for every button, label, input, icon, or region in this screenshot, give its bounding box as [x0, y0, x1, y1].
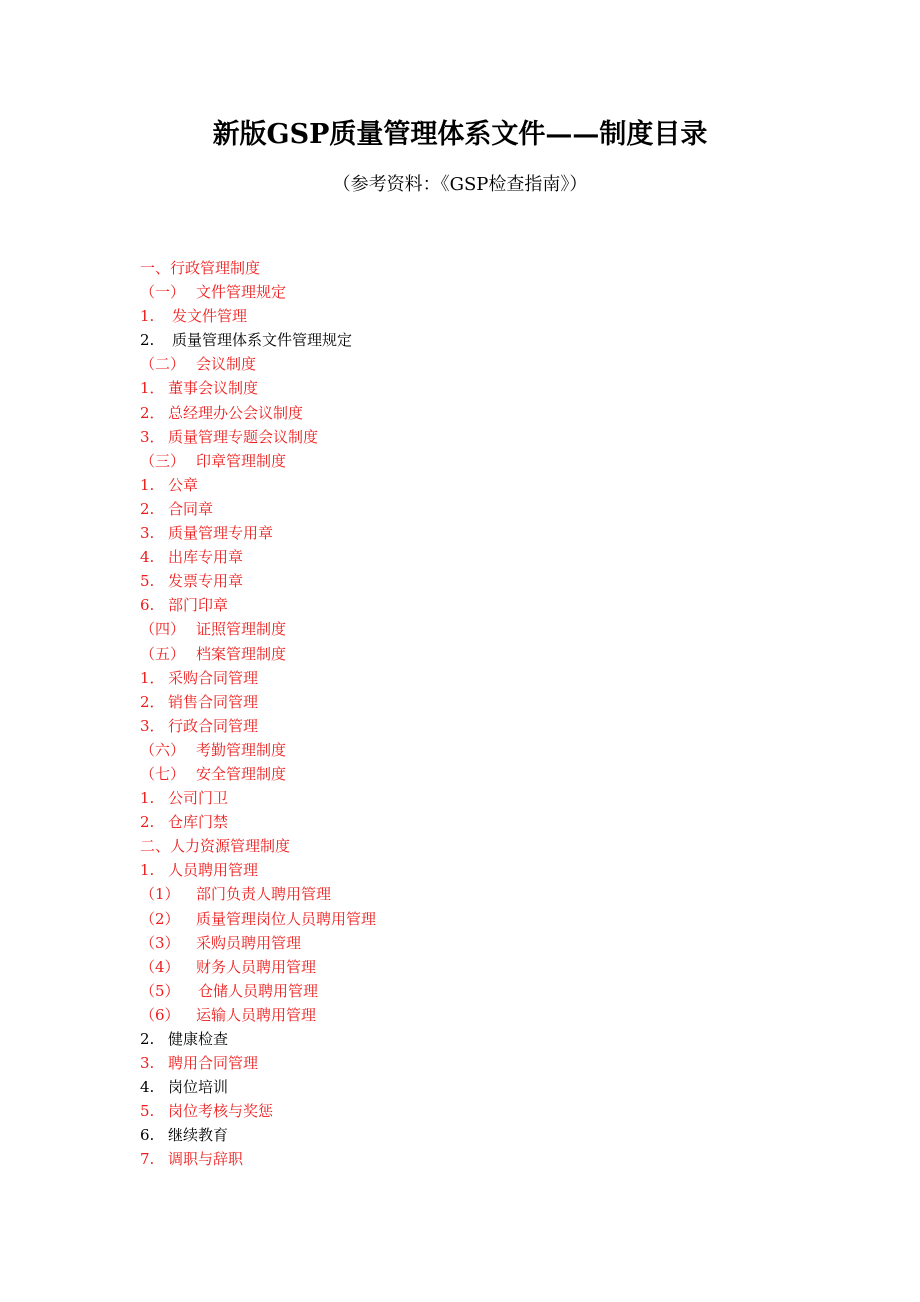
toc-entry-text: 财务人员聘用管理: [196, 957, 317, 976]
toc-entry-text: 继续教育: [168, 1126, 229, 1145]
toc-entry-text: 仓库门禁: [168, 813, 229, 832]
toc-section-heading: [140, 834, 840, 858]
toc-entry: [140, 810, 840, 834]
toc-entry: [140, 1075, 840, 1099]
toc-entry: [140, 1003, 840, 1027]
toc-entry-number: （6）: [140, 1005, 180, 1024]
toc-entry-number: 5.: [140, 1102, 155, 1121]
toc-entry-number: （三）: [140, 451, 186, 470]
toc-entry-text: 健康检查: [168, 1030, 229, 1048]
toc-entry-text: 采购合同管理: [168, 668, 259, 687]
toc-entry-text: 总经理办公会议制度: [168, 403, 304, 422]
toc-entry-number: （2）: [140, 909, 180, 928]
toc-entry: [140, 521, 840, 545]
toc-entry-text: 二、人力资源管理制度: [140, 837, 291, 856]
toc-entry-number: 5.: [140, 572, 155, 591]
toc-entry-text: 岗位培训: [168, 1078, 229, 1097]
toc-entry-text: 人员聘用管理: [168, 861, 259, 880]
toc-entry-text: 一、行政管理制度: [140, 259, 261, 277]
toc-entry: [140, 1099, 840, 1123]
toc-entry: [140, 666, 840, 690]
toc-entry-number: 6.: [140, 596, 155, 615]
toc-entry: [140, 1027, 840, 1051]
toc-entry: [140, 690, 840, 714]
toc-entry-number: 3.: [140, 524, 155, 543]
toc-entry: [140, 352, 840, 376]
toc-entry: [140, 545, 840, 569]
toc-entry-number: （一）: [140, 283, 186, 302]
toc-entry-text: 岗位考核与奖惩: [168, 1102, 274, 1121]
toc-entry-number: 2.: [140, 1030, 155, 1048]
toc-entry-text: 出库专用章: [168, 548, 244, 567]
toc-entry-number: 2．: [140, 692, 165, 711]
toc-entry: [140, 1147, 840, 1171]
toc-entry: [140, 931, 840, 955]
toc-entry-number: （1）: [140, 885, 180, 904]
toc-entry: [140, 593, 840, 617]
toc-entry: [140, 955, 840, 979]
toc-entry: [140, 497, 840, 521]
toc-entry-text: 安全管理制度: [196, 764, 287, 783]
toc-entry: [140, 617, 840, 641]
toc-entry-text: 发文件管理: [172, 307, 248, 326]
toc-entry-number: （六）: [140, 740, 186, 759]
toc-entry-number: 1.: [140, 475, 155, 494]
toc-entry: [140, 569, 840, 593]
toc-entry-number: 1．: [140, 668, 165, 687]
toc-entry-number: （二）: [140, 355, 186, 374]
toc-entry: [140, 328, 840, 352]
toc-entry-number: 2．: [140, 403, 165, 422]
toc-entry: [140, 858, 840, 882]
toc-entry-number: 2.: [140, 499, 155, 518]
document-title: 新版GSP质量管理体系文件——制度目录: [212, 119, 708, 150]
toc-entry-text: 部门印章: [168, 596, 229, 615]
toc-entry: [140, 401, 840, 425]
toc-entry: [140, 786, 840, 810]
toc-entry-number: 4.: [140, 1078, 155, 1097]
toc-entry-text: 公章: [168, 475, 199, 494]
toc-entry: [140, 1051, 840, 1075]
toc-entry-number: （4）: [140, 957, 180, 976]
toc-entry-text: 合同章: [168, 499, 214, 518]
toc-entry-text: 证照管理制度: [196, 620, 287, 639]
toc-entry-text: 董事会议制度: [168, 379, 259, 398]
toc-entry-text: 仓储人员聘用管理: [198, 981, 319, 1000]
toc-entry-text: 印章管理制度: [196, 451, 287, 470]
toc-entry: [140, 642, 840, 666]
toc-entry-text: 文件管理规定: [196, 283, 287, 302]
toc-entry-text: 档案管理制度: [196, 644, 287, 663]
toc-entry-number: （3）: [140, 933, 180, 952]
toc-entry-number: 3．: [140, 427, 165, 446]
toc-entry-text: 质量管理专用章: [168, 524, 274, 543]
toc-entry-text: 采购员聘用管理: [196, 933, 302, 952]
toc-entry-number: 3.: [140, 1054, 155, 1073]
toc-entry: [140, 762, 840, 786]
toc-entry-number: （四）: [140, 620, 186, 639]
toc-entry-number: （5）: [140, 981, 180, 1000]
toc-entry: [140, 907, 840, 931]
toc-entry-text: 行政合同管理: [168, 716, 259, 735]
toc-entry: [140, 882, 840, 906]
toc-entry-number: 2.: [140, 331, 155, 350]
toc-entry-number: 3．: [140, 716, 165, 735]
toc-entry-number: 1.: [140, 307, 155, 326]
toc-entry-text: 质量管理岗位人员聘用管理: [196, 909, 377, 928]
toc-entry: [140, 1123, 840, 1147]
toc-entry: [140, 714, 840, 738]
toc-entry-text: 质量管理体系文件管理规定: [172, 331, 353, 350]
toc-entry: [140, 738, 840, 762]
toc-entry-text: 部门负责人聘用管理: [196, 885, 332, 904]
toc-entry-number: （七）: [140, 764, 186, 783]
toc-entry-number: 7.: [140, 1150, 155, 1169]
toc-entry-text: 质量管理专题会议制度: [168, 427, 319, 446]
toc-section-heading: [140, 256, 840, 280]
toc-entry: [140, 979, 840, 1003]
toc-entry: [140, 304, 840, 328]
toc-entry-text: 销售合同管理: [168, 692, 259, 711]
toc-entry: [140, 449, 840, 473]
toc-entry-text: 调职与辞职: [168, 1150, 244, 1169]
toc-entry-text: 公司门卫: [168, 789, 229, 808]
document-subtitle: （参考资料：《GSP检查指南》）: [332, 174, 588, 195]
toc-entry: [140, 473, 840, 497]
toc-entry-number: 1．: [140, 379, 165, 398]
toc-entry-number: （五）: [140, 644, 186, 663]
toc-entry-text: 会议制度: [196, 355, 257, 374]
table-of-contents: [140, 256, 840, 1172]
toc-entry: [140, 376, 840, 400]
toc-entry-number: 2.: [140, 813, 155, 832]
toc-entry-text: 运输人员聘用管理: [196, 1005, 317, 1024]
toc-entry-text: 聘用合同管理: [168, 1054, 259, 1073]
toc-entry-text: 发票专用章: [168, 572, 244, 591]
toc-entry: [140, 425, 840, 449]
toc-entry-number: 4.: [140, 548, 155, 567]
toc-entry-number: 1.: [140, 789, 155, 808]
toc-entry-number: 6.: [140, 1126, 155, 1145]
toc-entry-text: 考勤管理制度: [196, 740, 287, 759]
toc-entry: [140, 280, 840, 304]
toc-entry-number: 1.: [140, 861, 155, 880]
